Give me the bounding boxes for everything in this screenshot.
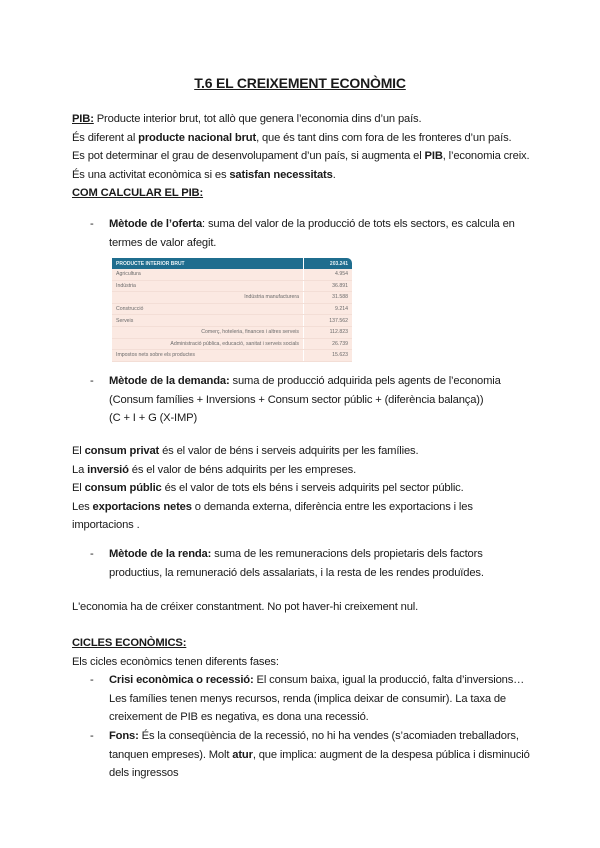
development-line: Es pot determinar el grau de desenvolupament d’un país, si augmenta el PIB, l’economia creix. (72, 150, 530, 163)
row-value: 9.214 (304, 303, 353, 315)
row-value: 15.623 (304, 350, 353, 362)
demand-formula: (C + I + G (X-IMP) (109, 412, 198, 425)
table-row (112, 315, 352, 327)
pib-label: PIB: (72, 113, 94, 125)
table-row (112, 350, 352, 362)
table-row (112, 292, 352, 304)
cycles-section (72, 634, 532, 671)
cycles-heading: CICLES ECONÒMICS: (72, 637, 187, 649)
list-item-oferta: - Mètode de l’oferta: suma del valor de la producció de tots els sectors, es calcula en termes de valor afegit. (90, 215, 532, 252)
list-item-fons: - Fons: És la conseqüència de la recessió, no hi ha vendes (s’acomiaden treballadors, tanquen empreses). Molt atur, que implica: augment de la despesa pública i disminució dels ingressos (90, 727, 532, 783)
row-label: Serveis (112, 315, 304, 327)
definitions: El consum privat és el valor de béns i serveis adquirits per les famílies. La inversió és el valor de béns adquirits per les empreses. El consum públic és el valor de tots els béns i serveis adquirits pel sector públic. Les exportacions netes o demanda externa, diferència entre les exportacions i les importacions . (72, 445, 473, 532)
row-value: 31.588 (304, 292, 353, 304)
bullet-dash: - (90, 674, 94, 686)
pib-table (112, 258, 352, 362)
row-value: 36.891 (304, 280, 353, 292)
pib-definition: PIB: Producte interior brut, tot allò que genera l’economia dins d’un país. (72, 113, 422, 125)
cycles-intro: Els cicles econòmics tenen diferents fases: (72, 655, 279, 668)
page-title: T.6 EL CREIXEMENT ECONÒMIC (194, 75, 406, 91)
table-header-total: 203.241 (304, 258, 353, 269)
bullet-dash: - (90, 730, 94, 742)
table-row (112, 280, 352, 292)
list-item-renda: - Mètode de la renda: suma de les remuneracions dels propietaris dels factors productius, la remuneració dels assalariats, i la resta de les rendes produïdes. (90, 545, 532, 582)
table-row (112, 269, 352, 280)
row-value: 137.562 (304, 315, 353, 327)
row-label: Agricultura (112, 269, 304, 280)
bullet-dash: - (90, 218, 94, 230)
table-header-label: PRODUCTE INTERIOR BRUT (112, 258, 304, 269)
list-item-demanda: - Mètode de la demanda: suma de producció adquirida pels agents de l’economia (Consum famílies + Inversions + Consum sector públic + (diferència balança)) (C + I + G (X-IMP) (90, 372, 532, 428)
row-label: Indústria (112, 280, 304, 292)
bullet-dash: - (90, 375, 94, 387)
row-label: Impostos nets sobre els productes (112, 350, 304, 362)
list-item-crisi: - Crisi econòmica o recessió: El consum baixa, igual la producció, falta d’inversions… Les famílies tenen menys recursos, renda (implica deixar de consumir). La taxa de creixement de PIB es negativa, es dona una recessió. (90, 671, 532, 727)
table-row (112, 326, 352, 338)
table-row (112, 303, 352, 315)
intro-section (72, 110, 532, 203)
growth-note: L'economia ha de créixer constantment. No pot haver-hi creixement nul. (72, 601, 419, 613)
row-label: Comerç, hoteleria, finances i altres serveis (112, 326, 304, 338)
row-label: Administració pública, educació, sanitat i serveis socials (112, 338, 304, 350)
row-value: 26.739 (304, 338, 353, 350)
calc-heading: COM CALCULAR EL PIB: (72, 187, 204, 200)
row-label: Indústria manufacturera (112, 292, 304, 304)
table-row (112, 338, 352, 350)
activity-line: És una activitat econòmica si es satisfan necessitats. (72, 168, 336, 181)
bullet-dash: - (90, 548, 94, 560)
row-label: Construcció (112, 303, 304, 315)
row-value: 4.954 (304, 269, 353, 280)
row-value: 112.823 (304, 326, 353, 338)
pnb-line: És diferent al producte nacional brut, que és tant dins com fora de les fronteres d’un país. (72, 131, 512, 144)
